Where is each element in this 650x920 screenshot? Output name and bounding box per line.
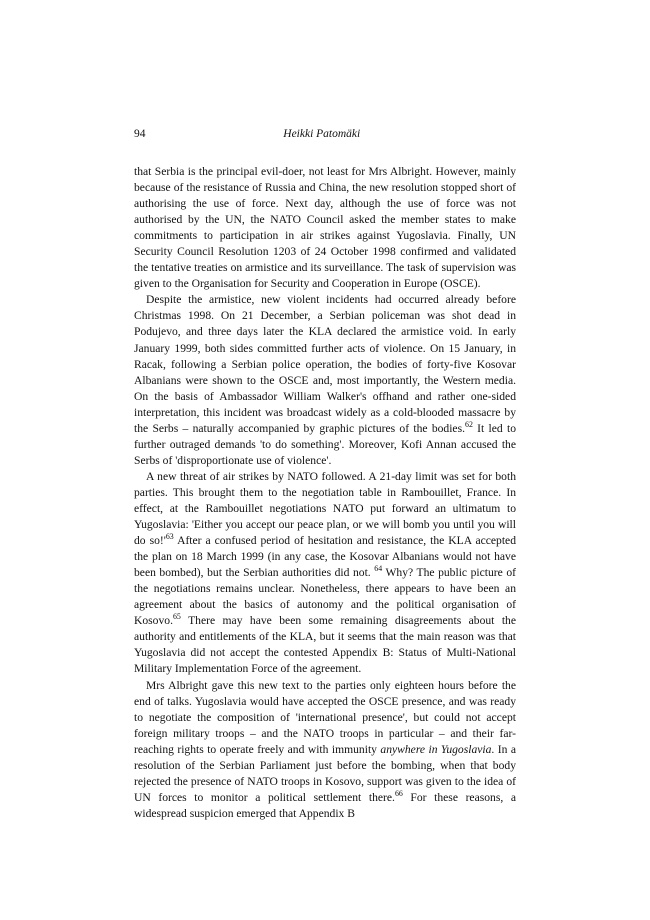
paragraph: A new threat of air strikes by NATO followed. A 21-day limit was set for both parties. This brought them to the negotiation table in Rambouillet, France. In effect, at the Rambouillet negotiations NATO put forward an ultimatum to Yugoslavia: 'Either you accept our peace plan, or we will bomb you until you will do $so!'^{63}$ After a confused period of hesitation and resistance, the KLA accepted the plan on 18 March 1999 (in any case, the Kosovar Albanians would not have been bombed), but the Serbian authorities did not. $^{64}$ Why? The public picture of the negotiations remains unclear. Nonetheless, there appears to have been an agreement about the basics of autonomy and the political organisation of Kosovo.$^{65}$ There may have been some remaining disagreements about the authority and entitlements of the KLA, but it seems that the main reason was that Yugoslavia did not accept the contested Appendix B: Status of Multi-National Military Implementation Force of the agreement.: [134, 469, 517, 676]
page-number: 94: [134, 128, 146, 140]
running-head-title: Heikki Patomäki: [283, 128, 361, 140]
running-head: [134, 128, 516, 142]
body-text: [134, 164, 516, 822]
paragraph: Mrs Albright gave this new text to the parties only eighteen hours before the end of talks. Yugoslavia would have accepted the OSCE presence, and was ready to negotiate the composition of 'international presence', but could not accept foreign military troops – and the NATO troops in particular – and their far-reaching rights to operate freely and with immunity anywhere in Yugoslavia. In a resolution of the Serbian Parliament just before the bombing, when that body rejected the presence of NATO troops in Kosovo, support was given to the idea of UN forces to monitor a political settlement there.$^{66}$ For these reasons, a widespread suspicion emerged that Appendix B: [134, 678, 516, 820]
paragraph: that Serbia is the principal evil-doer, not least for Mrs Albright. However, mainly because of the resistance of Russia and China, the new resolution stopped short of authorising the use of force. Next day, although the use of force was not authorised by the UN, the NATO Council asked the member states to make commitments to participation in air strikes against Yugoslavia. Finally, UN Security Council Resolution 1203 of 24 October 1998 confirmed and validated the tentative treaties on armistice and its surveillance. The task of supervision was given to the Organisation for Security and Cooperation in Europe (OSCE).: [134, 165, 516, 291]
paragraph: Despite the armistice, new violent incidents had occurred already before Christmas 1998. On 21 December, a Serbian policeman was shot dead in Podujevo, and three days later the KLA declared the armistice void. In early January 1999, both sides committed further acts of violence. On 15 January, in Racak, following a Serbian police operation, the bodies of forty-five Kosovar Albanians were shown to the OSCE and, most importantly, the Western media. On the basis of Ambassador William Walker's offhand and rather one-sided interpretation, this incident was broadcast widely as a cold-blooded massacre by the Serbs – naturally accompanied by graphic pictures of the bodies.$^{62}$ It led to further outraged demands 'to do something'. Moreover, Kofi Annan accused the Serbs of 'disproportionate use of violence'.: [134, 293, 516, 467]
